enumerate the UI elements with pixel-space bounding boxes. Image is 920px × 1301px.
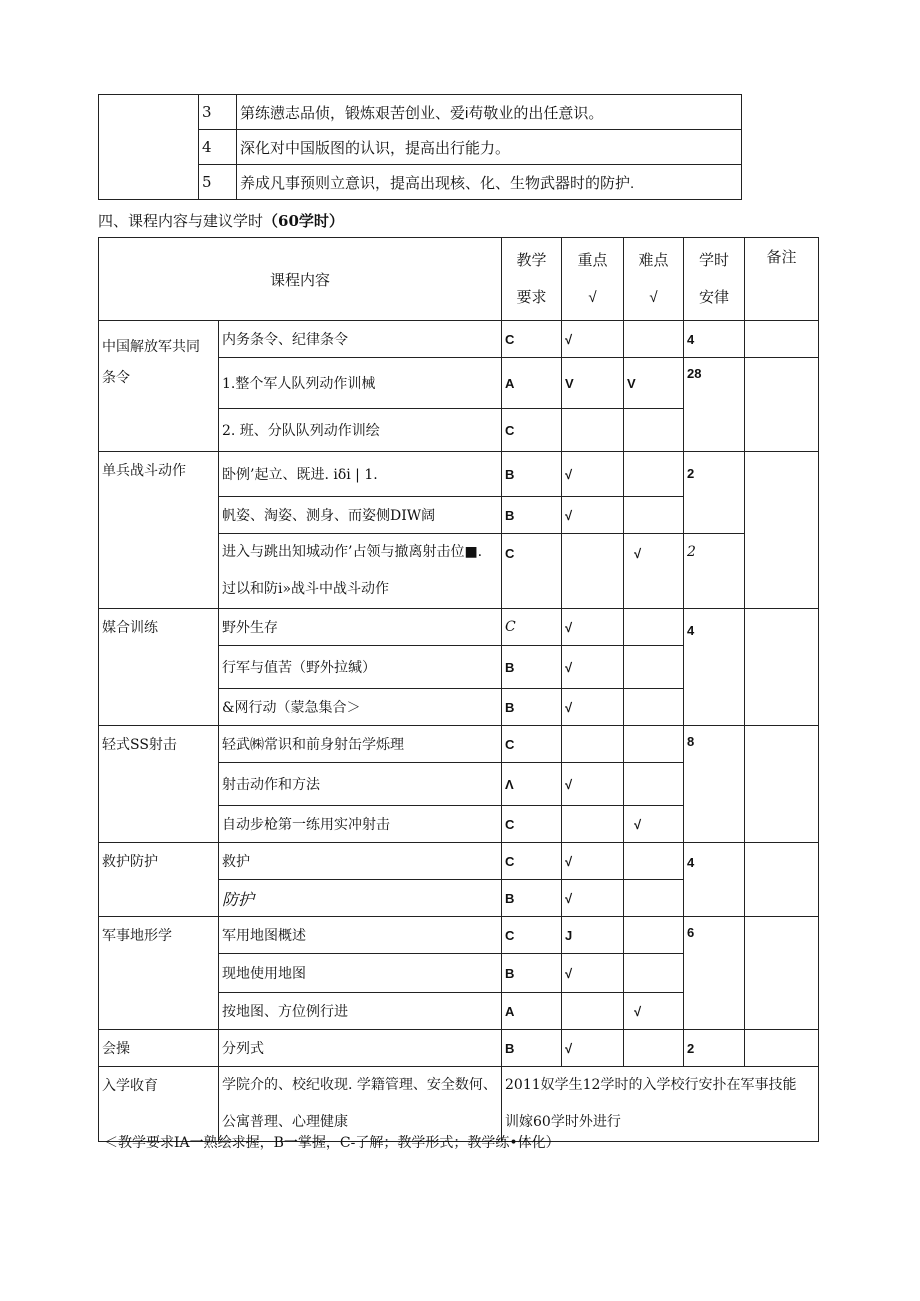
requirement-cell: B xyxy=(502,452,562,497)
table-row xyxy=(99,1067,819,1142)
item-cell: 1.整个军人队列动作训械 xyxy=(219,358,502,409)
category-cell: 中国解放军共同 条令 xyxy=(99,321,219,452)
difficulty-cell xyxy=(624,880,684,917)
item-cell: 2. 班、分队队列动作训绘 xyxy=(219,409,502,452)
requirement-cell: A xyxy=(502,358,562,409)
item-cell: 射击动作和方法 xyxy=(219,763,502,806)
hours-cell: 2 xyxy=(684,452,745,534)
hours-cell: 8 xyxy=(684,726,745,843)
key-cell xyxy=(562,409,624,452)
difficulty-cell xyxy=(624,646,684,689)
key-cell xyxy=(562,806,624,843)
difficulty-cell xyxy=(624,452,684,497)
header-difficulty: 难点 √ xyxy=(624,238,684,321)
difficulty-cell xyxy=(624,843,684,880)
table-header-row xyxy=(99,238,819,321)
hours-cell: 2 xyxy=(684,1030,745,1067)
item-cell: 行军与值苦（野外拉缄） xyxy=(219,646,502,689)
key-cell: √ xyxy=(562,1030,624,1067)
requirement-cell: C xyxy=(502,609,562,646)
category-cell: 军事地形学 xyxy=(99,917,219,1030)
key-cell: √ xyxy=(562,321,624,358)
requirement-cell: Λ xyxy=(502,763,562,806)
note-cell xyxy=(745,358,819,452)
hours-cell: 2 xyxy=(684,534,745,609)
key-cell: √ xyxy=(562,843,624,880)
difficulty-cell: V xyxy=(624,358,684,409)
item-cell: 进入与跳出知城动作’占领与撤离射击位■. 过以和防i»战斗中战斗动作 xyxy=(219,534,502,609)
item-cell: 自动步枪第一练用实冲射击 xyxy=(219,806,502,843)
difficulty-cell xyxy=(624,409,684,452)
note-cell xyxy=(745,1030,819,1067)
section-heading xyxy=(98,210,344,231)
difficulty-cell: √ xyxy=(624,806,684,843)
header-hours: 学时 安律 xyxy=(684,238,745,321)
item-cell: 军用地图概述 xyxy=(219,917,502,954)
item-cell: 防护 xyxy=(219,880,502,917)
table-row xyxy=(99,917,819,954)
item-cell: 救护 xyxy=(219,843,502,880)
course-table xyxy=(98,237,819,1142)
header-content: 课程内容 xyxy=(99,238,502,321)
key-cell xyxy=(562,993,624,1030)
requirement-cell: C xyxy=(502,843,562,880)
difficulty-cell: √ xyxy=(624,993,684,1030)
key-cell: √ xyxy=(562,646,624,689)
difficulty-cell xyxy=(624,1030,684,1067)
item-cell: 野外生存 xyxy=(219,609,502,646)
requirement-cell: B xyxy=(502,1030,562,1067)
requirement-cell: C xyxy=(502,806,562,843)
table-row xyxy=(99,609,819,646)
goal-num: 5 xyxy=(199,165,237,200)
requirement-cell: B xyxy=(502,497,562,534)
difficulty-cell xyxy=(624,917,684,954)
table-row xyxy=(99,452,819,497)
difficulty-cell xyxy=(624,321,684,358)
requirement-cell: C xyxy=(502,321,562,358)
hours-cell: 28 xyxy=(684,358,745,452)
goal-num: 3 xyxy=(199,95,237,130)
category-cell: 单兵战斗动作 xyxy=(99,452,219,609)
hours-cell: 4 xyxy=(684,321,745,358)
key-cell: √ xyxy=(562,954,624,993)
requirement-cell: B xyxy=(502,880,562,917)
footnote: ＜教学要求IA一熟绘求握，B一掌握，C-了解；教学形式；教学练•体化） xyxy=(104,1135,560,1151)
item-cell: 学院介的、校纪收现. 学籍管理、安全数何、 公寓普理、心理健康 xyxy=(219,1067,502,1142)
difficulty-cell xyxy=(624,497,684,534)
table-row xyxy=(99,726,819,763)
goals-table xyxy=(98,94,742,200)
item-cell: 帆姿、淘姿、测身、而姿侧DIW阔 xyxy=(219,497,502,534)
section-title: 四、课程内容与建议学时 xyxy=(98,212,264,230)
category-cell: 救护防护 xyxy=(99,843,219,917)
requirement-cell: A xyxy=(502,993,562,1030)
category-cell: 会操 xyxy=(99,1030,219,1067)
item-cell: 卧例’起立、既进. iδi | 1. xyxy=(219,452,502,497)
note-cell xyxy=(745,609,819,726)
note-cell: 2011奴学生12学时的入学校行安扑在军事技能 训嫁60学时外进行 xyxy=(502,1067,819,1142)
table-row xyxy=(99,1030,819,1067)
goals-empty-cell xyxy=(99,95,199,200)
category-cell: 媒合训练 xyxy=(99,609,219,726)
category-cell: 轻式SS射击 xyxy=(99,726,219,843)
note-cell xyxy=(745,321,819,358)
note-cell xyxy=(745,917,819,1030)
requirement-cell: C xyxy=(502,409,562,452)
key-cell: √ xyxy=(562,609,624,646)
key-cell xyxy=(562,726,624,763)
item-cell: 现地使用地图 xyxy=(219,954,502,993)
requirement-cell: C xyxy=(502,917,562,954)
note-cell xyxy=(745,726,819,843)
goal-text: 第练懑志品侦，锻炼艰苦创业、爱i苟敬业的出任意识。 xyxy=(237,95,742,130)
difficulty-cell xyxy=(624,609,684,646)
note-cell xyxy=(745,452,819,609)
item-cell: 按地图、方位例行进 xyxy=(219,993,502,1030)
difficulty-cell xyxy=(624,763,684,806)
key-cell: √ xyxy=(562,880,624,917)
requirement-cell: C xyxy=(502,726,562,763)
key-cell: J xyxy=(562,917,624,954)
note-cell xyxy=(745,843,819,917)
header-requirement: 教学 要求 xyxy=(502,238,562,321)
category-cell: 入学收育 xyxy=(99,1067,219,1142)
goal-num: 4 xyxy=(199,130,237,165)
goal-text: 深化对中国版图的认识，提高出行能力。 xyxy=(237,130,742,165)
requirement-cell: B xyxy=(502,954,562,993)
hours-cell: 6 xyxy=(684,917,745,1030)
table-row xyxy=(99,843,819,880)
item-cell: 分列式 xyxy=(219,1030,502,1067)
header-note: 备注 xyxy=(745,238,819,321)
hours-cell: 4 xyxy=(684,843,745,917)
difficulty-cell xyxy=(624,689,684,726)
key-cell: √ xyxy=(562,689,624,726)
header-key-point: 重点 √ xyxy=(562,238,624,321)
hours-cell: 4 xyxy=(684,609,745,726)
requirement-cell: C xyxy=(502,534,562,609)
goal-text: 养成凡事预则立意识，提高出现核、化、生物武器时的防护. xyxy=(237,165,742,200)
key-cell: √ xyxy=(562,497,624,534)
section-hours: （60学时） xyxy=(263,212,344,230)
key-cell xyxy=(562,534,624,609)
difficulty-cell: √ xyxy=(624,534,684,609)
item-cell: 轻武㈱常识和前身射缶学烁理 xyxy=(219,726,502,763)
difficulty-cell xyxy=(624,954,684,993)
table-row xyxy=(99,321,819,358)
key-cell: V xyxy=(562,358,624,409)
requirement-cell: B xyxy=(502,646,562,689)
item-cell: &网行动（蒙急集合＞ xyxy=(219,689,502,726)
item-cell: 内务条令、纪律条令 xyxy=(219,321,502,358)
difficulty-cell xyxy=(624,726,684,763)
key-cell: √ xyxy=(562,452,624,497)
key-cell: √ xyxy=(562,763,624,806)
requirement-cell: B xyxy=(502,689,562,726)
